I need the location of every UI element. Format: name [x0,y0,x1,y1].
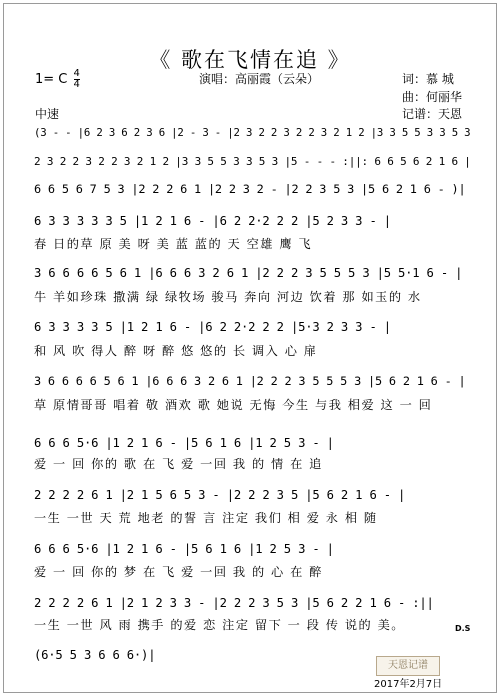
notation-line: 6 6 6 5·6 |1 2 1 6 - |5 6 1 6 |1 2 5 3 - | [34,436,334,450]
tempo-marking: 中速 [35,107,60,121]
lyric-line: 草 原情哥哥 唱着 敬 酒欢 歌 她说 无悔 今生 与我 相爱 这 一 回 [34,398,433,412]
notation-line: 6 6 6 5·6 |1 2 1 6 - |5 6 1 6 |1 2 5 3 - | [34,542,334,556]
lyric-line: 一生 一世 天 荒 地老 的誓 言 注定 我们 相 爱 永 相 随 [34,511,378,525]
key-label: 1= C [35,72,68,87]
notation-line: 6 3 3 3 3 3 5 |1 2 1 6 - |6 2 2·2 2 2 |5 2 3 3 - | [34,214,391,228]
date-label: 2017年2月7日 [374,679,443,690]
notation-line: 6 3 3 3 3 5 |1 2 1 6 - |6 2 2·2 2 2 |5·3 2 3 3 - | [34,320,391,334]
notation-line: 2 3 2 2 3 2 2 3 2 1 2 |3 3 5 5 3 3 5 3 |5 - - - :||: 6 6 5 6 2 1 6 | [34,155,471,168]
song-title: 《 歌在飞情在追 》 [149,48,351,72]
notation-line: 2 2 2 2 6 1 |2 1 5 6 5 3 - |2 2 2 3 5 |5 6 2 1 6 - | [34,488,406,502]
notation-line: 3 6 6 6 6 5 6 1 |6 6 6 3 2 6 1 |2 2 2 3 5 5 5 3 |5 5·1 6 - | [34,266,463,280]
lyric-line: 爱 一 回 你的 梦 在 飞 爱 一回 我 的 心 在 醉 [34,565,323,579]
time-top: 4 [73,68,80,79]
lyric-line: 一生 一世 风 雨 携手 的爱 恋 注定 留下 一 段 传 说的 美。 [34,618,405,632]
key-signature [35,69,80,90]
lyric-line: 春 日的草 原 美 呀 美 蓝 蓝的 天 空雄 鹰 飞 [34,237,313,251]
notation-line: 2 2 2 2 6 1 |2 1 2 3 3 - |2 2 2 3 5 3 |5 6 2 2 1 6 - :|| [34,596,434,610]
composer-credit: 曲：何丽华 [402,90,463,104]
lyric-line: 爱 一 回 你的 歌 在 飞 爱 一回 我 的 情 在 追 [34,457,323,471]
notation-line: 6 6 5 6 7 5 3 |2 2 2 6 1 |2 2 3 2 - |2 2 3 5 3 |5 6 2 1 6 - )| [34,182,466,196]
notation-line: 3 6 6 6 6 5 6 1 |6 6 6 3 2 6 1 |2 2 2 3 5 5 5 3 |5 6 2 1 6 - | [34,374,466,388]
singer-credit: 演唱：高丽霞（云朵） [199,72,320,86]
notation-line: (3 - - |6 2 3 6 2 3 6 |2 - 3 - |2 3 2 2 3 2 2 3 2 1 2 |3 3 5 5 3 3 5 3 [34,126,471,139]
transcriber-credit: 记谱：天恩 [402,107,463,121]
lyric-line: 和 风 吹 得人 醉 呀 醉 悠 悠的 长 调入 心 扉 [34,344,318,358]
notation-line: (6·5 5 3 6 6 6·)| [34,648,156,662]
time-signature [74,69,80,90]
ds-mark: D.S [455,624,471,633]
transcriber-stamp: 天恩记谱 [376,656,440,676]
time-bottom: 4 [73,79,80,90]
lyricist-credit: 词：慕 城 [402,72,454,86]
score-sheet [3,3,497,693]
lyric-line: 牛 羊如珍珠 撒满 绿 绿牧场 骏马 奔向 河边 饮着 那 如玉的 水 [34,290,422,304]
